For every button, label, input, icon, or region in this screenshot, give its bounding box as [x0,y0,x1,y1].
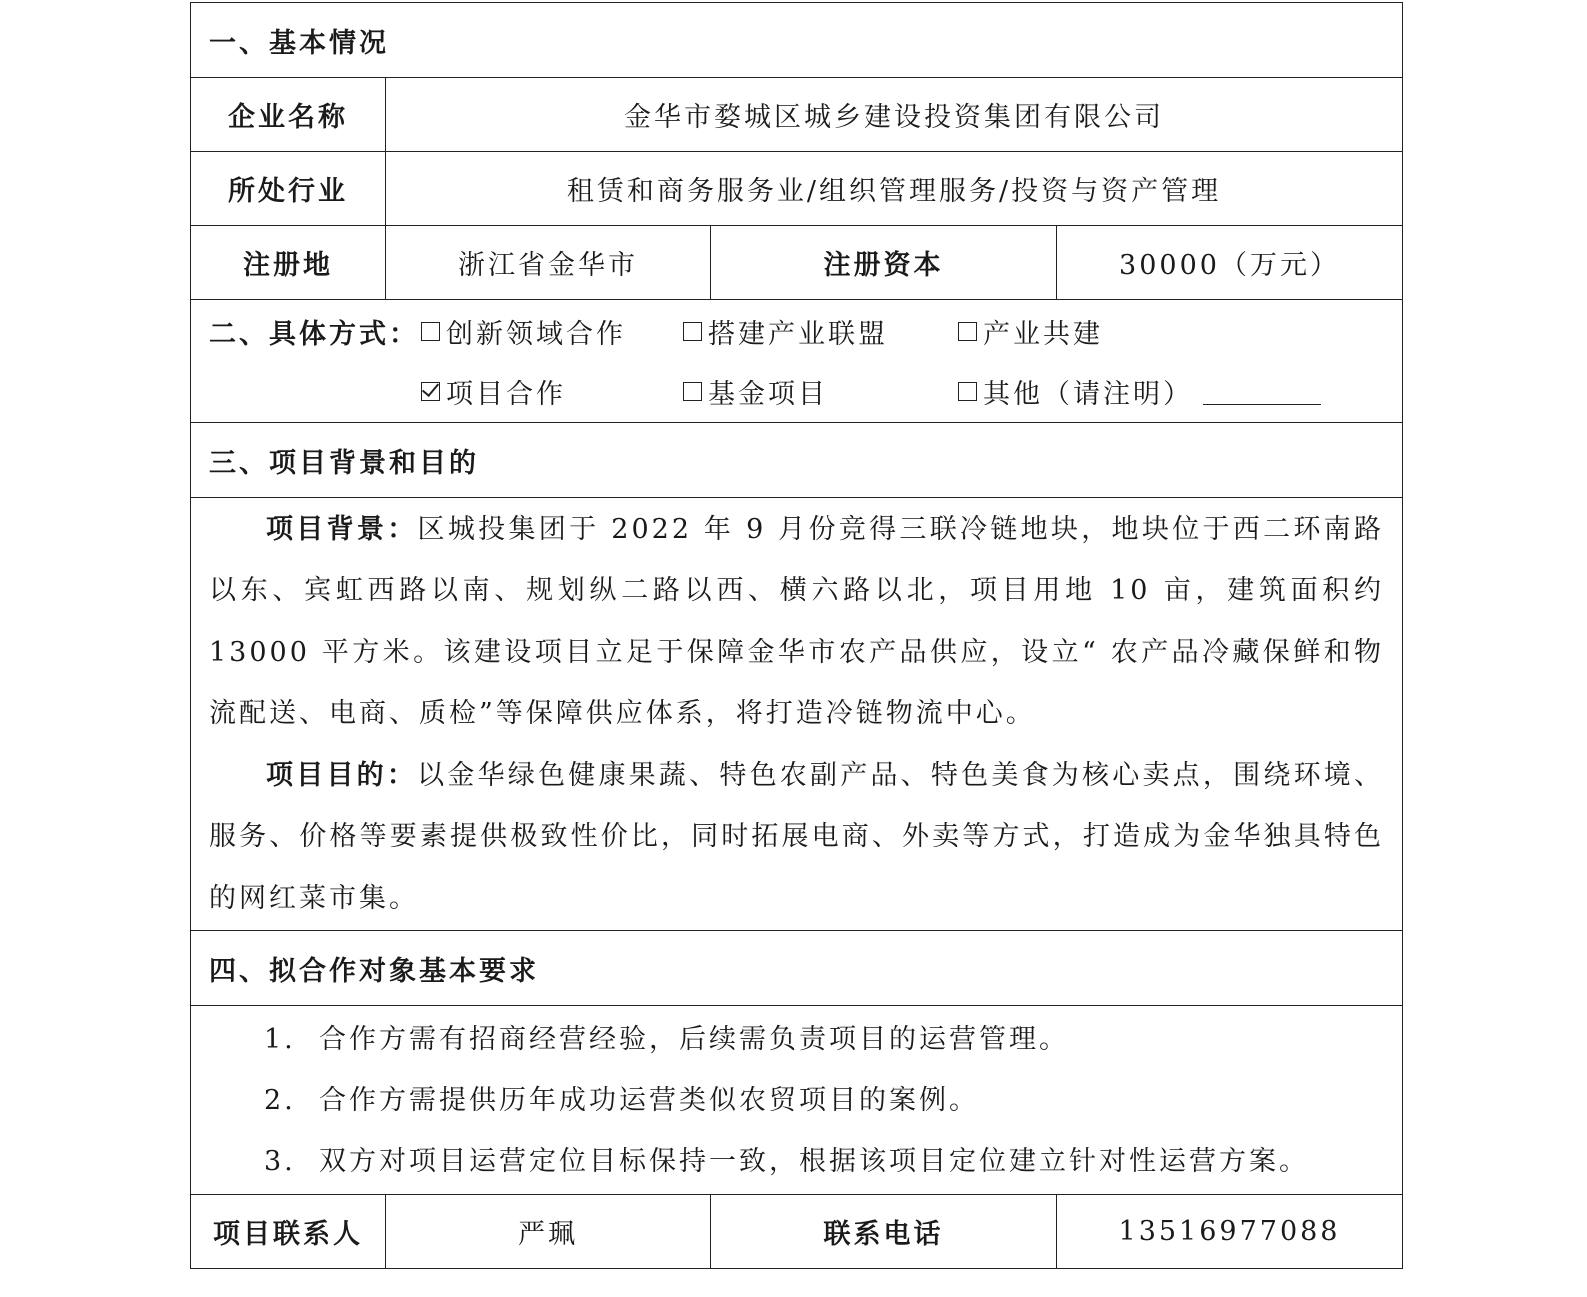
option-label: 基金项目 [708,378,828,410]
option-fund[interactable] [683,372,958,411]
company-label: 企业名称 [191,78,386,152]
industry-value: 租赁和商务服务业/组织管理服务/投资与资产管理 [386,152,1403,226]
reg-capital-value: 30000（万元） [1057,226,1403,300]
contact-row [191,1195,1403,1269]
section2-row [191,300,1403,423]
form-table [190,2,1403,1269]
list-item [209,1009,1384,1070]
background-paragraph [209,499,1384,745]
list-item-number: 3. [264,1145,296,1177]
purpose-label: 项目目的： [266,759,418,791]
option-project-cooperation[interactable] [421,372,683,411]
other-blank-line[interactable] [1203,378,1321,405]
checkbox-icon[interactable] [958,382,977,401]
option-other[interactable] [958,372,1321,411]
list-item-text: 合作方需提供历年成功运营类似农贸项目的案例。 [319,1084,979,1116]
checkbox-icon[interactable] [421,322,440,341]
option-innovation[interactable] [421,312,683,351]
background-label: 项目背景： [266,513,418,545]
section4-row [191,931,1403,1006]
methods-cell [191,300,1403,423]
contact-phone-value: 13516977088 [1057,1195,1403,1269]
section4-body-row [191,1006,1403,1195]
option-label: 其他（请注明） [983,378,1193,410]
reg-capital-label: 注册资本 [711,226,1057,300]
industry-row [191,152,1403,226]
project-info-form [190,2,1402,1269]
contact-phone-label: 联系电话 [711,1195,1057,1269]
methods-row-2 [209,361,1384,421]
section3-row [191,423,1403,498]
list-item-text: 合作方需有招商经营经验，后续需负责项目的运营管理。 [319,1023,1069,1055]
option-co-construction[interactable] [958,312,1103,351]
company-value: 金华市婺城区城乡建设投资集团有限公司 [386,78,1403,152]
section4-title: 四、拟合作对象基本要求 [191,931,1403,1006]
section1-title: 一、基本情况 [191,3,1403,78]
checkbox-checked-icon[interactable] [421,382,440,401]
list-item-number: 1. [264,1023,296,1055]
contact-person-value: 严珮 [386,1195,711,1269]
industry-label: 所处行业 [191,152,386,226]
company-row [191,78,1403,152]
section3-body [191,498,1403,931]
reg-place-value: 浙江省金华市 [386,226,711,300]
section3-body-row [191,498,1403,931]
checkbox-icon[interactable] [683,322,702,341]
section3-title: 三、项目背景和目的 [191,423,1403,498]
purpose-paragraph [209,745,1384,930]
option-label: 产业共建 [983,318,1103,350]
requirements-list [191,1006,1403,1195]
checkbox-icon[interactable] [958,322,977,341]
section2-title: 二、具体方式： [209,318,419,350]
contact-person-label: 项目联系人 [191,1195,386,1269]
purpose-text: 以金华绿色健康果蔬、特色农副产品、特色美食为核心卖点，围绕环境、服务、价格等要素提供极致性价比，同时拓展电商、外卖等方式，打造成为金华独具特色的网红菜市集。 [209,759,1385,914]
option-label: 项目合作 [446,378,566,410]
option-label: 创新领域合作 [446,318,626,350]
list-item [209,1070,1384,1131]
reg-place-label: 注册地 [191,226,386,300]
option-alliance[interactable] [683,312,958,351]
methods-row-1 [209,301,1384,361]
registration-row [191,226,1403,300]
list-item-text: 双方对项目运营定位目标保持一致，根据该项目定位建立针对性运营方案。 [319,1145,1309,1177]
list-item-number: 2. [264,1084,296,1116]
section1-row [191,3,1403,78]
list-item [209,1131,1384,1192]
checkbox-icon[interactable] [683,382,702,401]
background-text: 区城投集团于 2022 年 9 月份竞得三联冷链地块，地块位于西二环南路以东、宾虹西路以南、规划纵二路以西、横六路以北，项目用地 10 亩，建筑面积约 13000 平方米。该建设项目立足于保障金华市农产品供应，设立“ 农产品冷藏保鲜和物流配送、电商、质检”等保障供应体系，将打造冷链物流中心。 [209,513,1384,730]
option-label: 搭建产业联盟 [708,318,888,350]
